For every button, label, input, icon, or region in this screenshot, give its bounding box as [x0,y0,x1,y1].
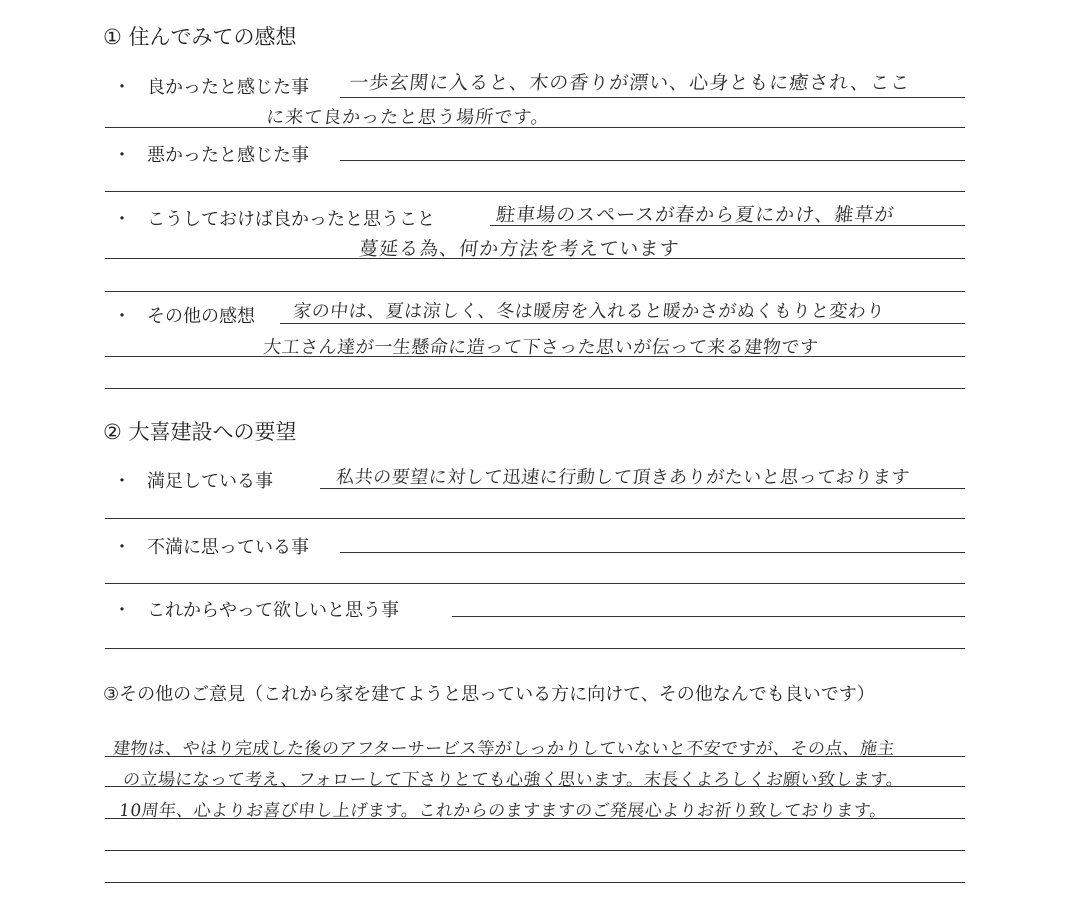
should-have-label: こうしておけば良かったと思うこと [147,209,435,230]
other-answer-line2: 大工さん達が一生懸命に造って下さった思いが伝って来る建物です [262,337,820,358]
other-answer-line1: 家の中は、夏は涼しく、冬は暖房を入れると暖かさがぬくもりと変わり [292,301,886,322]
answer-line [490,225,965,226]
answer-line [105,518,965,519]
answer-line [452,616,965,617]
answer-line [105,191,965,192]
answer-line [105,356,965,357]
answer-line [340,160,965,161]
answer-line [340,552,965,553]
good-label: 良かったと感じた事 [147,77,309,98]
answer-line [105,882,965,883]
answer-line [105,388,965,389]
satisfied-answer-line1: 私共の要望に対して迅速に行動して頂きありがたいと思っております [335,467,911,488]
answer-line [105,850,965,851]
should-have-answer-line2: 蔓延る為、何か方法を考えています [358,238,681,260]
answer-line [105,756,965,757]
dissatisfied-label: 不満に思っている事 [147,537,309,558]
section3-answer-line1: 建物は、やはり完成した後のアフターサービス等がしっかりしていないと不安ですが、その点、施主 [112,739,896,759]
bullet: ・ [113,77,131,98]
section3-answer-line2: の立場になって考え、フォローして下さりとても心強く思います。末長くよろしくお願い致します。 [122,770,905,790]
satisfied-label: 満足している事 [147,471,273,492]
wishes-label: これからやって欲しいと思う事 [147,600,399,621]
bad-label: 悪かったと感じた事 [147,145,309,166]
answer-line [105,291,965,292]
bullet: ・ [113,145,131,166]
bullet: ・ [113,537,131,558]
answer-line [320,488,965,489]
answer-line [105,818,965,819]
section1-title: ① 住んでみての感想 [103,25,297,49]
bullet: ・ [113,471,131,492]
section3-answer-line3: 10周年、心よりお喜び申し上げます。これからのますますのご発展心よりお祈り致しております。 [118,801,889,821]
answer-line [105,786,965,787]
section3-title: ③その他のご意見（これから家を建てようと思っている方に向けて、その他なんでも良いです） [103,684,875,705]
good-answer-line1: 一歩玄関に入ると、木の香りが漂い、心身ともに癒され、ここ [348,72,912,94]
answer-line [105,258,965,259]
other-label: その他の感想 [147,306,255,327]
answer-line [105,648,965,649]
answer-line [105,583,965,584]
bullet: ・ [113,600,131,621]
good-answer-line2: に来て良かったと思う場所です。 [265,107,551,128]
answer-line [105,127,965,128]
section2-title: ② 大喜建設への要望 [103,420,297,444]
bullet: ・ [113,306,131,327]
answer-line [280,323,965,324]
answer-line [340,97,965,98]
bullet: ・ [113,209,131,230]
should-have-answer-line1: 駐車場のスペースが春から夏にかけ、雑草が [495,204,896,226]
